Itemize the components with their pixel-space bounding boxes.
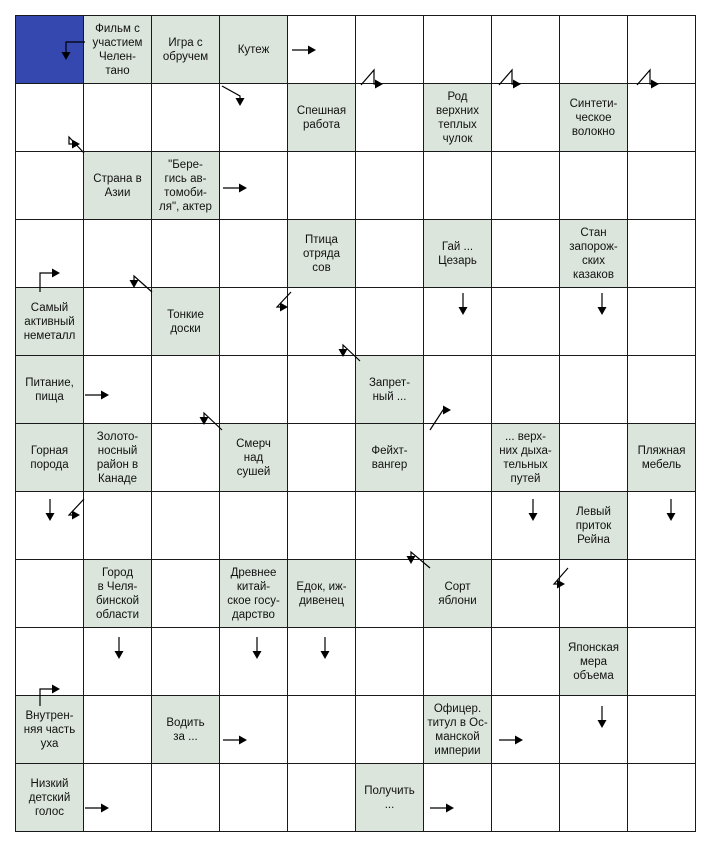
clue-line: ... bbox=[384, 798, 395, 811]
clue-cell bbox=[84, 424, 152, 492]
clue-cell bbox=[84, 16, 152, 84]
answer-cell[interactable] bbox=[288, 152, 356, 220]
clue-line: Сорт bbox=[444, 580, 471, 593]
clue-line: титул в Ос- bbox=[427, 716, 488, 729]
clue-line: тано bbox=[105, 64, 130, 77]
crossword-grid bbox=[15, 15, 696, 832]
clue-text bbox=[288, 233, 355, 275]
clue-line: объема bbox=[573, 669, 614, 682]
clue-line: манской bbox=[435, 730, 480, 743]
answer-cell[interactable] bbox=[84, 356, 152, 424]
answer-cell[interactable] bbox=[492, 628, 560, 696]
clue-text bbox=[560, 97, 627, 139]
clue-line: няя часть bbox=[23, 723, 76, 736]
answer-cell[interactable] bbox=[628, 220, 696, 288]
answer-cell[interactable] bbox=[16, 220, 84, 288]
clue-cell bbox=[16, 696, 84, 764]
clue-cell bbox=[424, 220, 492, 288]
clue-text bbox=[424, 580, 491, 608]
clue-line: Золото- bbox=[96, 430, 139, 443]
clue-cell bbox=[424, 84, 492, 152]
clue-text bbox=[16, 376, 83, 404]
answer-cell[interactable] bbox=[356, 560, 424, 628]
answer-cell[interactable] bbox=[628, 152, 696, 220]
clue-cell bbox=[16, 356, 84, 424]
answer-cell[interactable] bbox=[84, 628, 152, 696]
clue-cell bbox=[220, 424, 288, 492]
clue-line: приток bbox=[575, 519, 612, 532]
answer-cell[interactable] bbox=[560, 696, 628, 764]
clue-line: доски bbox=[170, 322, 201, 335]
answer-cell[interactable] bbox=[152, 560, 220, 628]
clue-line: мера bbox=[579, 655, 608, 668]
clue-line: дарство bbox=[232, 608, 275, 621]
clue-text bbox=[356, 784, 423, 812]
answer-cell[interactable] bbox=[492, 84, 560, 152]
clue-line: ный ... bbox=[372, 390, 407, 403]
answer-cell[interactable] bbox=[560, 16, 628, 84]
answer-cell[interactable] bbox=[424, 628, 492, 696]
answer-cell[interactable] bbox=[628, 288, 696, 356]
answer-cell[interactable] bbox=[84, 492, 152, 560]
answer-cell[interactable] bbox=[288, 288, 356, 356]
clue-line: сушей bbox=[236, 465, 271, 478]
clue-cell bbox=[84, 560, 152, 628]
answer-cell[interactable] bbox=[220, 356, 288, 424]
answer-cell[interactable] bbox=[152, 220, 220, 288]
answer-cell[interactable] bbox=[356, 84, 424, 152]
clue-line: сов bbox=[312, 261, 331, 274]
clue-text bbox=[628, 444, 695, 472]
answer-cell[interactable] bbox=[560, 152, 628, 220]
clue-line: над bbox=[243, 451, 264, 464]
clue-line: казаков bbox=[573, 268, 614, 281]
clue-text bbox=[288, 580, 355, 608]
clue-line: детский bbox=[28, 791, 71, 804]
clue-cell bbox=[492, 424, 560, 492]
clue-line: обручем bbox=[162, 50, 209, 63]
clue-line: неметалл bbox=[23, 329, 76, 342]
clue-line: яблони bbox=[438, 594, 477, 607]
corner-cell bbox=[16, 16, 84, 84]
answer-cell[interactable] bbox=[424, 16, 492, 84]
answer-cell[interactable] bbox=[16, 152, 84, 220]
clue-text bbox=[16, 444, 83, 472]
answer-cell[interactable] bbox=[492, 764, 560, 832]
clue-line: чулок bbox=[442, 132, 473, 145]
answer-cell[interactable] bbox=[288, 492, 356, 560]
answer-cell[interactable] bbox=[356, 220, 424, 288]
clue-cell bbox=[152, 288, 220, 356]
answer-cell[interactable] bbox=[152, 628, 220, 696]
answer-cell[interactable] bbox=[424, 356, 492, 424]
clue-line: Фейхт- bbox=[371, 444, 408, 457]
clue-cell bbox=[84, 152, 152, 220]
clue-line: носный bbox=[97, 444, 138, 457]
clue-text bbox=[424, 240, 491, 268]
answer-cell[interactable] bbox=[424, 288, 492, 356]
answer-cell[interactable] bbox=[560, 288, 628, 356]
answer-cell[interactable] bbox=[288, 16, 356, 84]
answer-cell[interactable] bbox=[84, 696, 152, 764]
clue-line: Внутрен- bbox=[25, 709, 74, 722]
clue-text bbox=[560, 226, 627, 282]
answer-cell[interactable] bbox=[152, 84, 220, 152]
clue-cell bbox=[16, 424, 84, 492]
answer-cell[interactable] bbox=[288, 424, 356, 492]
clue-line: них дыха- bbox=[499, 444, 552, 457]
clue-cell bbox=[560, 220, 628, 288]
answer-cell[interactable] bbox=[628, 764, 696, 832]
answer-cell[interactable] bbox=[152, 492, 220, 560]
clue-cell bbox=[560, 492, 628, 560]
answer-cell[interactable] bbox=[152, 424, 220, 492]
clue-text bbox=[152, 716, 219, 744]
answer-cell[interactable] bbox=[220, 84, 288, 152]
answer-cell[interactable] bbox=[84, 220, 152, 288]
answer-cell[interactable] bbox=[560, 764, 628, 832]
clue-line: Самый bbox=[30, 301, 69, 314]
answer-cell[interactable] bbox=[492, 356, 560, 424]
clue-line: Кутеж bbox=[237, 43, 270, 56]
clue-text bbox=[492, 430, 559, 486]
clue-line: Гай ... bbox=[441, 240, 474, 253]
clue-line: порода bbox=[30, 458, 69, 471]
answer-cell[interactable] bbox=[220, 764, 288, 832]
answer-cell[interactable] bbox=[628, 696, 696, 764]
clue-line: верхних bbox=[436, 104, 479, 117]
clue-line: ское госу- bbox=[227, 594, 280, 607]
clue-line: бинской bbox=[95, 594, 140, 607]
answer-cell[interactable] bbox=[356, 288, 424, 356]
clue-cell bbox=[424, 560, 492, 628]
answer-cell[interactable] bbox=[288, 696, 356, 764]
clue-text bbox=[84, 430, 151, 486]
answer-cell[interactable] bbox=[560, 356, 628, 424]
clue-line: Получить bbox=[364, 784, 415, 797]
clue-line: пища bbox=[35, 390, 64, 403]
answer-cell[interactable] bbox=[220, 220, 288, 288]
answer-cell[interactable] bbox=[152, 356, 220, 424]
answer-cell[interactable] bbox=[220, 696, 288, 764]
clue-line: ских bbox=[582, 254, 605, 267]
clue-cell bbox=[220, 16, 288, 84]
clue-line: Спешная bbox=[296, 104, 347, 117]
clue-line: китай- bbox=[236, 580, 271, 593]
clue-line: район в bbox=[96, 458, 139, 471]
clue-cell bbox=[356, 356, 424, 424]
clue-line: Синтети- bbox=[569, 97, 618, 110]
clue-line: Низкий bbox=[30, 777, 69, 790]
clue-text bbox=[220, 43, 287, 57]
answer-cell[interactable] bbox=[424, 764, 492, 832]
clue-cell bbox=[628, 424, 696, 492]
clue-text bbox=[16, 709, 83, 751]
clue-line: Азии bbox=[104, 186, 131, 199]
clue-text bbox=[16, 777, 83, 819]
answer-cell[interactable] bbox=[492, 696, 560, 764]
clue-line: Фильм с bbox=[95, 22, 140, 35]
answer-cell[interactable] bbox=[492, 492, 560, 560]
clue-line: Игра с bbox=[168, 36, 203, 49]
clue-line: участием bbox=[92, 36, 143, 49]
answer-cell[interactable] bbox=[16, 560, 84, 628]
answer-cell[interactable] bbox=[492, 16, 560, 84]
clue-line: голос bbox=[34, 805, 65, 818]
clue-line: тельных bbox=[503, 458, 548, 471]
clue-line: Питание, bbox=[25, 376, 74, 389]
answer-cell[interactable] bbox=[84, 288, 152, 356]
answer-cell[interactable] bbox=[288, 356, 356, 424]
answer-cell[interactable] bbox=[628, 492, 696, 560]
answer-cell[interactable] bbox=[424, 152, 492, 220]
answer-cell[interactable] bbox=[628, 560, 696, 628]
answer-cell[interactable] bbox=[220, 492, 288, 560]
clue-cell bbox=[356, 424, 424, 492]
clue-line: империи bbox=[434, 744, 481, 757]
clue-line: Челен- bbox=[99, 50, 136, 63]
clue-text bbox=[84, 22, 151, 78]
answer-cell[interactable] bbox=[492, 220, 560, 288]
answer-cell[interactable] bbox=[356, 152, 424, 220]
clue-line: Смерч bbox=[236, 437, 271, 450]
clue-line: Пляжная bbox=[637, 444, 686, 457]
answer-cell[interactable] bbox=[356, 696, 424, 764]
clue-text bbox=[84, 566, 151, 622]
clue-cell bbox=[356, 764, 424, 832]
clue-cell bbox=[424, 696, 492, 764]
answer-cell[interactable] bbox=[84, 84, 152, 152]
answer-cell[interactable] bbox=[492, 288, 560, 356]
clue-text bbox=[424, 702, 491, 758]
clue-line: теплых bbox=[438, 118, 477, 131]
clue-line: Тонкие bbox=[167, 308, 204, 321]
answer-cell[interactable] bbox=[220, 152, 288, 220]
answer-cell[interactable] bbox=[356, 628, 424, 696]
clue-line: дивенец bbox=[299, 594, 344, 607]
clue-line: вангер bbox=[371, 458, 408, 471]
answer-cell[interactable] bbox=[16, 492, 84, 560]
answer-cell[interactable] bbox=[356, 16, 424, 84]
clue-text bbox=[560, 505, 627, 547]
clue-line: активный bbox=[24, 315, 75, 328]
clue-line: "Бере- bbox=[168, 158, 203, 171]
clue-line: Стан bbox=[580, 226, 607, 239]
clue-line: Рейна bbox=[577, 533, 610, 546]
clue-line: запорож- bbox=[569, 240, 618, 253]
answer-cell[interactable] bbox=[628, 628, 696, 696]
clue-line: Горная bbox=[30, 444, 69, 457]
clue-line: работа bbox=[302, 118, 341, 131]
clue-line: Род bbox=[447, 90, 468, 103]
answer-cell[interactable] bbox=[288, 764, 356, 832]
clue-cell bbox=[152, 152, 220, 220]
answer-cell[interactable] bbox=[356, 492, 424, 560]
clue-line: Офицер. bbox=[433, 702, 482, 715]
answer-cell[interactable] bbox=[628, 356, 696, 424]
answer-cell[interactable] bbox=[152, 764, 220, 832]
clue-line: Город bbox=[101, 566, 134, 579]
answer-cell[interactable] bbox=[16, 84, 84, 152]
clue-text bbox=[16, 301, 83, 343]
clue-line: гись ав- bbox=[164, 172, 207, 185]
answer-cell[interactable] bbox=[220, 288, 288, 356]
clue-line: Левый bbox=[576, 505, 611, 518]
clue-line: отряда bbox=[302, 247, 340, 260]
clue-line: Цезарь bbox=[438, 254, 477, 267]
clue-line: ческое bbox=[575, 111, 612, 124]
answer-cell[interactable] bbox=[16, 628, 84, 696]
clue-text bbox=[84, 172, 151, 200]
clue-cell bbox=[288, 560, 356, 628]
answer-cell[interactable] bbox=[492, 152, 560, 220]
clue-cell bbox=[288, 220, 356, 288]
clue-cell bbox=[560, 628, 628, 696]
clue-text bbox=[152, 308, 219, 336]
clue-line: путей bbox=[510, 472, 541, 485]
clue-cell bbox=[560, 84, 628, 152]
clue-line: мебель bbox=[641, 458, 682, 471]
clue-text bbox=[220, 437, 287, 479]
clue-line: уха bbox=[40, 737, 59, 750]
answer-cell[interactable] bbox=[288, 628, 356, 696]
clue-cell bbox=[288, 84, 356, 152]
answer-cell[interactable] bbox=[84, 764, 152, 832]
answer-cell[interactable] bbox=[220, 628, 288, 696]
clue-line: области bbox=[95, 608, 139, 621]
clue-line: Водить bbox=[166, 716, 205, 729]
answer-cell[interactable] bbox=[424, 492, 492, 560]
answer-cell[interactable] bbox=[424, 424, 492, 492]
answer-cell[interactable] bbox=[628, 84, 696, 152]
clue-cell bbox=[16, 288, 84, 356]
clue-text bbox=[356, 444, 423, 472]
clue-line: Едок, иж- bbox=[296, 580, 347, 593]
clue-line: Запрет- bbox=[368, 376, 411, 389]
answer-cell[interactable] bbox=[560, 560, 628, 628]
answer-cell[interactable] bbox=[492, 560, 560, 628]
clue-line: Птица bbox=[305, 233, 338, 246]
clue-cell bbox=[152, 16, 220, 84]
clue-line: ля", актер bbox=[159, 200, 212, 213]
clue-line: Канаде bbox=[98, 472, 137, 485]
clue-text bbox=[152, 158, 219, 214]
clue-line: за ... bbox=[173, 730, 198, 743]
clue-text bbox=[220, 566, 287, 622]
clue-text bbox=[288, 104, 355, 132]
clue-line: в Челя- bbox=[97, 580, 138, 593]
answer-cell[interactable] bbox=[560, 424, 628, 492]
clue-cell bbox=[152, 696, 220, 764]
answer-cell[interactable] bbox=[628, 16, 696, 84]
clue-line: Древнее bbox=[230, 566, 277, 579]
clue-cell bbox=[220, 560, 288, 628]
clue-line: ... верх- bbox=[504, 430, 546, 443]
clue-line: Страна в bbox=[93, 172, 142, 185]
clue-text bbox=[424, 90, 491, 146]
clue-line: томоби- bbox=[164, 186, 207, 199]
clue-text bbox=[560, 641, 627, 683]
clue-text bbox=[356, 376, 423, 404]
clue-text bbox=[152, 36, 219, 64]
clue-line: Японская bbox=[568, 641, 619, 654]
clue-line: волокно bbox=[571, 125, 616, 138]
clue-cell bbox=[16, 764, 84, 832]
